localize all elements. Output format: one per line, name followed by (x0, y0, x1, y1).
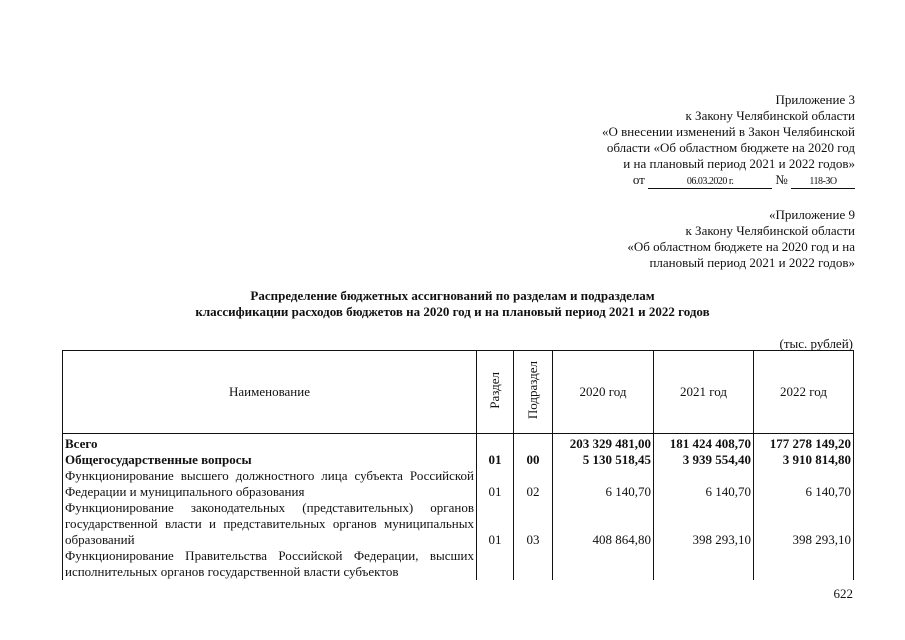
row-subsection: 00 (514, 452, 553, 468)
document-title (0, 288, 905, 320)
row-subsection: 03 (514, 500, 553, 548)
header-2021: 2021 год (654, 351, 754, 434)
budget-table (62, 350, 854, 580)
row-name: Общегосударственные вопросы (63, 452, 477, 468)
appendix-9-line: плановый период 2021 и 2022 годов» (649, 255, 855, 270)
law-number: 118-ЗО (791, 176, 855, 189)
row-2021: 181 424 408,70 (654, 434, 754, 453)
row-2021: 3 939 554,40 (654, 452, 754, 468)
row-2022: 177 278 149,20 (754, 434, 854, 453)
row-subsection: 02 (514, 468, 553, 500)
header-2020: 2020 год (553, 351, 654, 434)
row-2020: 5 130 518,45 (553, 452, 654, 468)
page-number: 622 (833, 586, 853, 601)
appendix-9-line: «Об областном бюджете на 2020 год и на (627, 239, 855, 254)
header-name: Наименование (63, 351, 477, 434)
row-name: Всего (63, 434, 477, 453)
table-row (63, 548, 854, 580)
table-row (63, 468, 854, 500)
row-section: 01 (477, 452, 514, 468)
units-label: (тыс. рублей) (779, 336, 853, 351)
row-2020: 6 140,70 (553, 468, 654, 500)
appendix-9-line: к Закону Челябинской области (685, 223, 855, 238)
appendix-3-line: Приложение 3 (775, 92, 855, 107)
row-2021: 398 293,10 (654, 500, 754, 548)
appendix-3-line: «О внесении изменений в Закон Челябинской (601, 124, 855, 139)
row-section (477, 434, 514, 453)
law-date: 06.03.2020 г. (648, 176, 772, 189)
law-date-number-line (602, 172, 855, 189)
table-row (63, 500, 854, 548)
row-2021 (654, 548, 754, 580)
title-line-1: Распределение бюджетных ассигнований по разделам и подразделам (250, 288, 655, 303)
row-2022: 398 293,10 (754, 500, 854, 548)
appendix-3-line: к Закону Челябинской области (685, 108, 855, 123)
appendix-9-line: «Приложение 9 (768, 207, 855, 222)
row-section (477, 548, 514, 580)
row-section: 01 (477, 468, 514, 500)
header-section (477, 351, 514, 434)
row-name: Функционирование высшего должностного лица субъекта Российской Федерации и муниципального образования (63, 468, 477, 500)
date-prefix: от (632, 172, 645, 187)
header-subsection (514, 351, 553, 434)
header-section-label: Раздел (487, 371, 502, 409)
table-row (63, 434, 854, 453)
row-section: 01 (477, 500, 514, 548)
table-row (63, 452, 854, 468)
header-2022: 2022 год (754, 351, 854, 434)
row-2020: 203 329 481,00 (553, 434, 654, 453)
row-2020: 408 864,80 (553, 500, 654, 548)
appendix-3-header (602, 92, 855, 189)
row-2021: 6 140,70 (654, 468, 754, 500)
row-2022: 6 140,70 (754, 468, 854, 500)
row-2022 (754, 548, 854, 580)
row-2022: 3 910 814,80 (754, 452, 854, 468)
header-subsection-label: Подраздел (525, 360, 540, 420)
number-sign: № (775, 172, 788, 187)
appendix-9-header (627, 207, 855, 271)
title-line-2: классификации расходов бюджетов на 2020 год и на плановый период 2021 и 2022 годов (195, 304, 710, 319)
row-name: Функционирование законодательных (представительных) органов государственной власти и представительных органов муниципальных образований (63, 500, 477, 548)
appendix-3-line: области «Об областном бюджете на 2020 год (606, 140, 855, 155)
row-subsection (514, 548, 553, 580)
row-2020 (553, 548, 654, 580)
table-header-row (63, 351, 854, 434)
row-name: Функционирование Правительства Российской Федерации, высших исполнительных органов государственной власти субъектов (63, 548, 477, 580)
row-subsection (514, 434, 553, 453)
appendix-3-line: и на плановый период 2021 и 2022 годов» (623, 156, 855, 171)
